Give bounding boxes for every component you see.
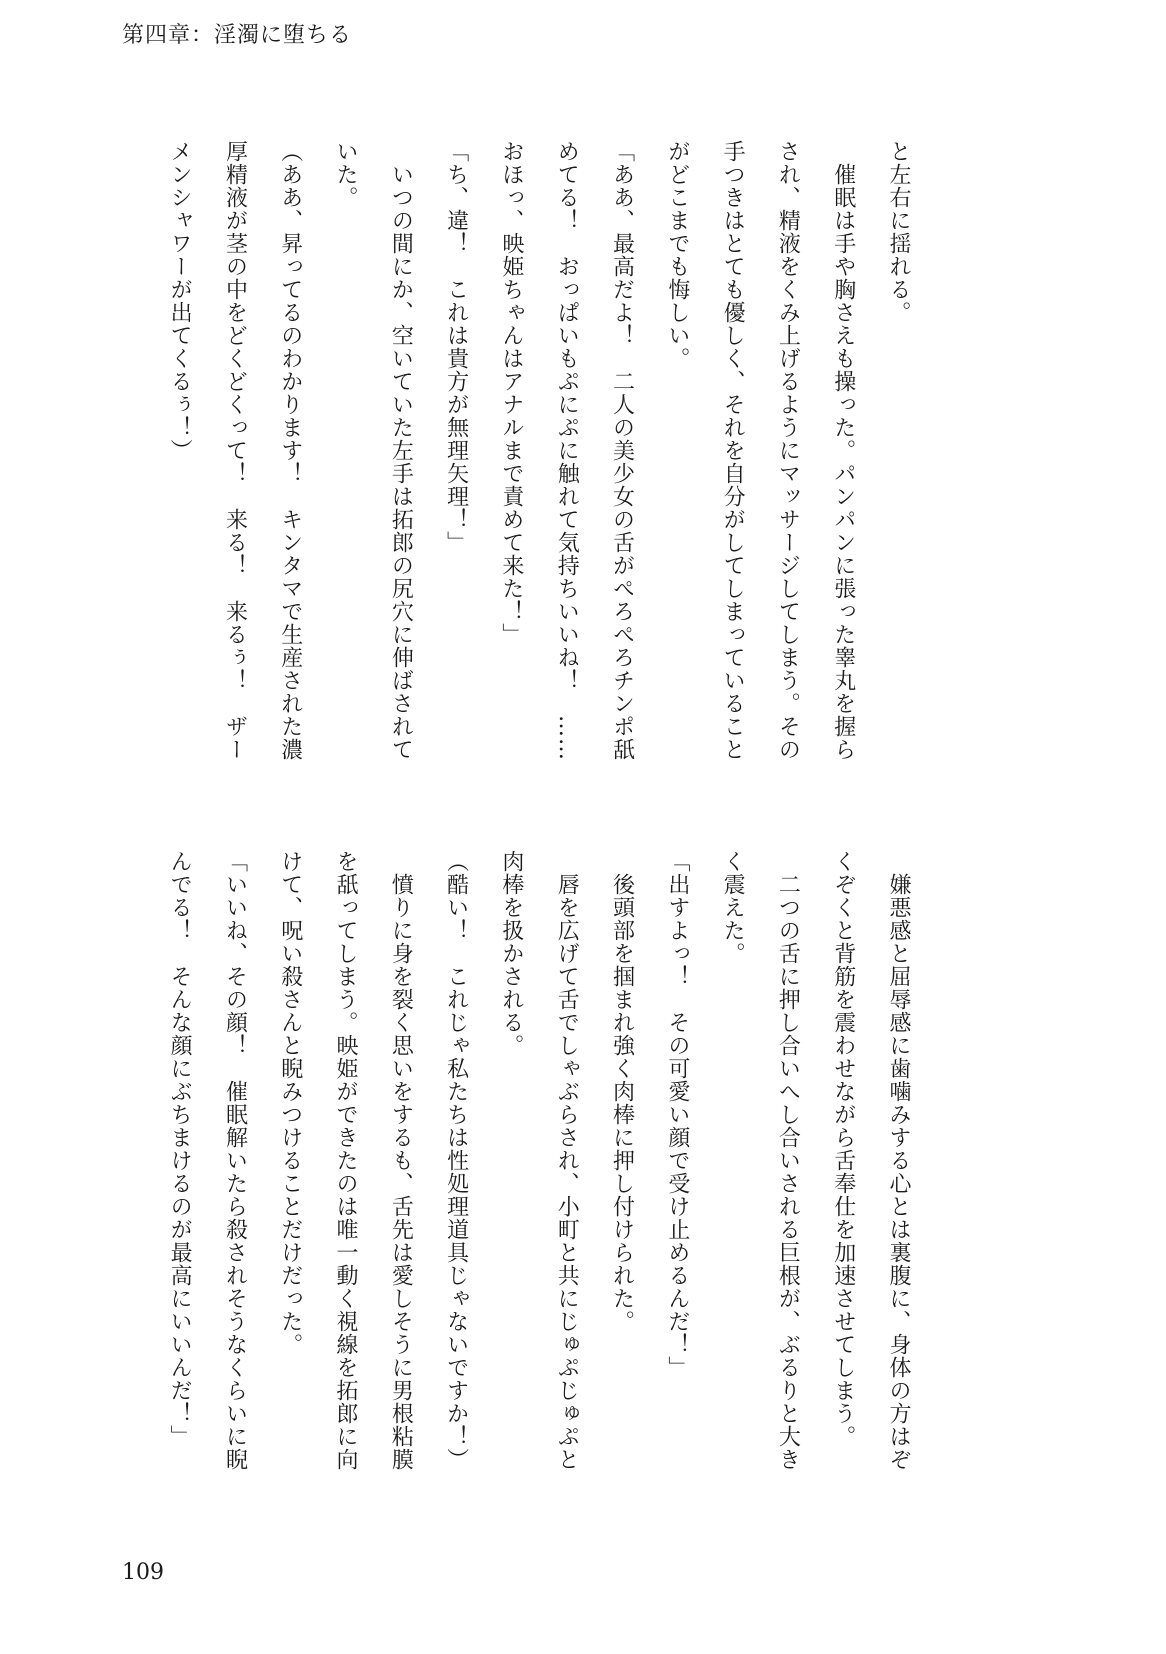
text-line: と左右に揺れる。 [886, 140, 911, 324]
chapter-title: 第四章：淫濁に堕ちる [122, 23, 353, 48]
text-line: くぞくと背筋を震わせながら舌奉仕を加速させてしまう。 [830, 850, 856, 1448]
text-line: おほっ、映姫ちゃんはアナルまで責めて来た！」 [498, 140, 524, 646]
text-line: めてる！ おっぱいもぷにぷに触れて気持ちいいね！ …… [554, 140, 580, 761]
text-line: 肉棒を扱かされる。 [498, 850, 524, 1057]
text-line: 催眠は手や胸さえも操った。パンパンに張った睾丸を握ら [830, 140, 856, 761]
text-line: いた。 [333, 140, 359, 209]
text-line: を舐ってしまう。映姫ができたのは唯一動く視線を拓郎に向 [333, 850, 359, 1471]
text-line: 憤りに身を裂く思いをするも、舌先は愛しそうに男根粘膜 [388, 850, 414, 1471]
text-line: 二つの舌に押し合いへし合いされる巨根が、ぶるりと大き [775, 850, 801, 1471]
text-line: がどこまでも悔しい。 [664, 140, 690, 370]
page-number: 109 [122, 1560, 164, 1585]
text-line: 嫌悪感と屈辱感に歯噛みする心とは裏腹に、身体の方はぞ [886, 850, 911, 1471]
text-line: けて、呪い殺さんと睨みつけることだけだった。 [277, 850, 303, 1356]
text-line: され、精液をくみ上げるようにマッサージしてしまう。その [775, 140, 801, 761]
text-line: 厚精液が茎の中をどくどくって！ 来る！ 来るぅ！ ザー [222, 140, 248, 761]
text-line: （酷い！ これじゃ私たちは性処理道具じゃないですか！） [443, 850, 469, 1471]
text-line: 「いいね、その顔！ 催眠解いたら殺されそうなくらいに睨 [222, 850, 248, 1471]
text-line: 「出すよっ！ その可愛い顔で受け止めるんだ！」 [664, 850, 690, 1379]
text-line: 後頭部を掴まれ強く肉棒に押し付けられた。 [609, 850, 635, 1333]
text-line: 「ち、違！ これは貴方が無理矢理！」 [443, 140, 469, 554]
text-line: 唇を広げて舌でしゃぶらされ、小町と共にじゅぷじゅぷと [554, 850, 580, 1471]
text-line: いつの間にか、空いていた左手は拓郎の尻穴に伸ばされて [388, 140, 414, 761]
text-line: （ああ、昇ってるのわかります！ キンタマで生産された濃 [277, 140, 303, 761]
text-line: 手つきはとても優しく、それを自分がしてしまっていること [720, 140, 746, 761]
text-line: 「ああ、最高だよ！ 二人の美少女の舌がぺろぺろチンポ舐 [609, 140, 635, 761]
text-line: んでる！ そんな顔にぶちまけるのが最高にいいんだ！」 [167, 850, 193, 1448]
text-block-top [152, 140, 926, 761]
text-line: く震えた。 [720, 850, 746, 965]
text-line: メンシャワーが出てくるぅ！） [167, 140, 193, 462]
text-block-bottom [152, 850, 926, 1471]
